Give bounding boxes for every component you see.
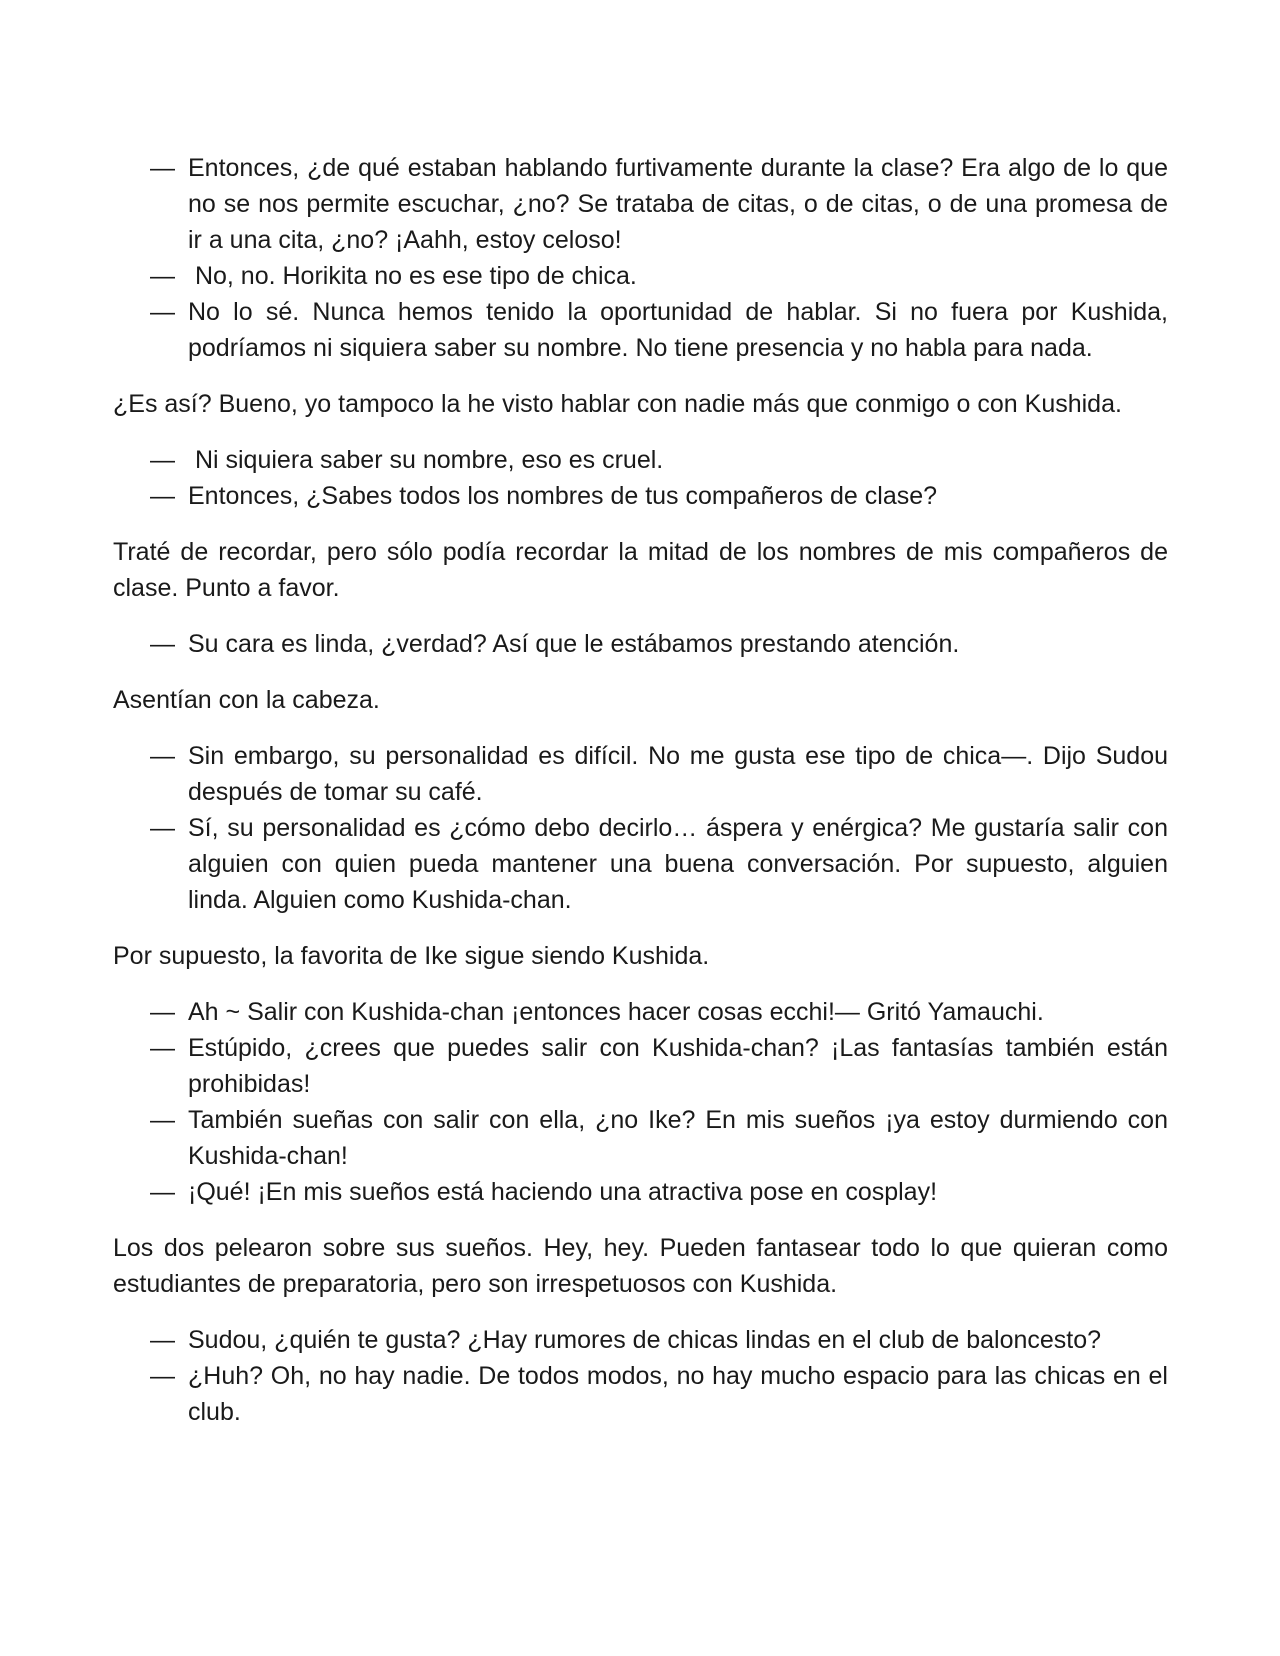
dialogue-group xyxy=(113,150,1168,366)
dialogue-group xyxy=(113,626,1168,662)
dialogue-text: Ni siquiera saber su nombre, eso es cruel. xyxy=(188,446,664,474)
dialogue-line xyxy=(113,626,1168,662)
dialogue-line xyxy=(113,738,1168,810)
dialogue-line xyxy=(113,258,1168,294)
dialogue-dash: — xyxy=(150,298,175,326)
dialogue-dash: — xyxy=(150,998,175,1026)
dialogue-text: También sueñas con salir con ella, ¿no Ike? En mis sueños ¡ya estoy durmiendo con Kushida-chan! xyxy=(188,1106,1168,1170)
dialogue-dash: — xyxy=(150,154,175,182)
dialogue-dash: — xyxy=(150,1362,175,1390)
dialogue-group xyxy=(113,442,1168,514)
dialogue-text: Entonces, ¿Sabes todos los nombres de tus compañeros de clase? xyxy=(188,482,938,510)
narration-paragraph: Los dos pelearon sobre sus sueños. Hey, hey. Pueden fantasear todo lo que quieran como estudiantes de preparatoria, pero son irrespetuosos con Kushida. xyxy=(113,1234,1168,1298)
dialogue-dash: — xyxy=(150,446,175,474)
dialogue-line xyxy=(113,810,1168,918)
dialogue-line xyxy=(113,294,1168,366)
dialogue-dash: — xyxy=(150,1106,175,1134)
dialogue-dash: — xyxy=(150,482,175,510)
narration-paragraph: ¿Es así? Bueno, yo tampoco la he visto hablar con nadie más que conmigo o con Kushida. xyxy=(113,390,1122,418)
dialogue-line xyxy=(113,150,1168,258)
dialogue-text: Su cara es linda, ¿verdad? Así que le estábamos prestando atención. xyxy=(188,630,960,658)
dialogue-dash: — xyxy=(150,262,175,290)
dialogue-dash: — xyxy=(150,1034,175,1062)
narration-paragraph: Asentían con la cabeza. xyxy=(113,686,380,714)
dialogue-dash: — xyxy=(150,1326,175,1354)
dialogue-group xyxy=(113,1322,1168,1430)
dialogue-text: Sin embargo, su personalidad es difícil. No me gusta ese tipo de chica—. Dijo Sudou después de tomar su café. xyxy=(188,742,1168,806)
dialogue-text: Ah ~ Salir con Kushida-chan ¡entonces hacer cosas ecchi!— Gritó Yamauchi. xyxy=(188,998,1044,1026)
dialogue-group xyxy=(113,994,1168,1210)
dialogue-text: Sudou, ¿quién te gusta? ¿Hay rumores de chicas lindas en el club de baloncesto? xyxy=(188,1326,1102,1354)
dialogue-text: Sí, su personalidad es ¿cómo debo decirlo… áspera y enérgica? Me gustaría salir con alguien con quien pueda mantener una buena conversación. Por supuesto, alguien linda. Alguien como Kushida-chan. xyxy=(188,814,1168,914)
dialogue-dash: — xyxy=(150,1178,175,1206)
dialogue-text: ¿Huh? Oh, no hay nadie. De todos modos, no hay mucho espacio para las chicas en el club. xyxy=(188,1362,1168,1426)
dialogue-line xyxy=(113,442,1168,478)
dialogue-dash: — xyxy=(150,742,175,770)
dialogue-line xyxy=(113,1358,1168,1430)
dialogue-text: Estúpido, ¿crees que puedes salir con Kushida-chan? ¡Las fantasías también están prohibidas! xyxy=(188,1034,1168,1098)
dialogue-line xyxy=(113,1322,1168,1358)
dialogue-line xyxy=(113,1102,1168,1174)
dialogue-dash: — xyxy=(150,814,175,842)
narration-paragraph: Por supuesto, la favorita de Ike sigue siendo Kushida. xyxy=(113,942,710,970)
dialogue-dash: — xyxy=(150,630,175,658)
dialogue-line xyxy=(113,478,1168,514)
document-page xyxy=(113,150,1168,1430)
dialogue-line xyxy=(113,1174,1168,1210)
dialogue-text: No, no. Horikita no es ese tipo de chica. xyxy=(188,262,637,290)
dialogue-text: No lo sé. Nunca hemos tenido la oportunidad de hablar. Si no fuera por Kushida, podríamos ni siquiera saber su nombre. No tiene presencia y no habla para nada. xyxy=(188,298,1168,362)
dialogue-line xyxy=(113,1030,1168,1102)
dialogue-text: ¡Qué! ¡En mis sueños está haciendo una atractiva pose en cosplay! xyxy=(188,1178,938,1206)
dialogue-group xyxy=(113,738,1168,918)
dialogue-text: Entonces, ¿de qué estaban hablando furtivamente durante la clase? Era algo de lo que no se nos permite escuchar, ¿no? Se trataba de citas, o de citas, o de una promesa de ir a una cita, ¿no? ¡Aahh, estoy celoso! xyxy=(188,154,1168,254)
dialogue-line xyxy=(113,994,1168,1030)
narration-paragraph: Traté de recordar, pero sólo podía recordar la mitad de los nombres de mis compañeros de clase. Punto a favor. xyxy=(113,538,1168,602)
